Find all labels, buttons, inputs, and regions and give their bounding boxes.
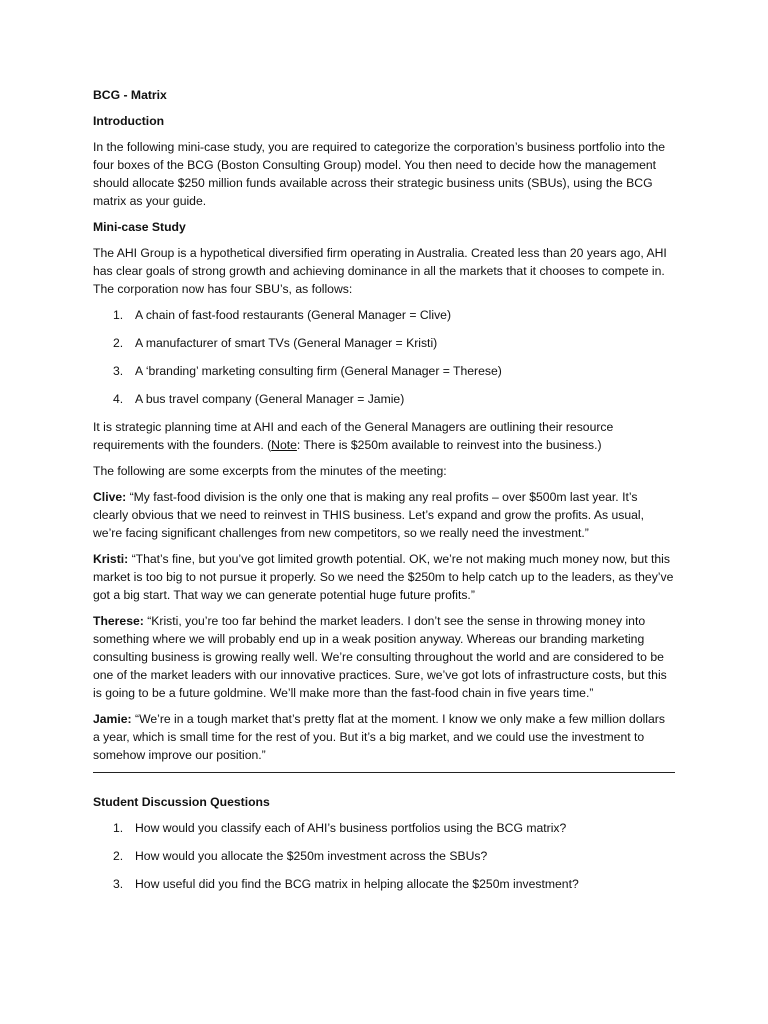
quote-text: “Kristi, you’re too far behind the market leaders. I don’t see the sense in throwing money into something where we will probably end up in a weak position anyway. Whereas our branding marketing consulting business is growing really well. We’re consulting throughout the world and are considered to be one of the market leaders with our innovative practices. Sure, we’ve got lots of infrastructure costs, but this is going to be a future goldmine. We’ll make more than the fast-food chain in five years time.” [93,614,667,700]
document-content [93,86,675,903]
quote-jamie [93,710,675,764]
planning-text: It is strategic planning time at AHI and each of the General Managers are outlining their resource requirements with the founders. ( [93,420,614,452]
list-item [93,334,675,352]
quote-text: “My fast-food division is the only one that is making any real profits – over $500m last year. It’s clearly obvious that we need to reinvest in THIS business. Let’s expand and grow the profits. As usual, we’re facing significant challenges from new competitors, so we really need the investment.” [93,490,645,540]
speaker-name: Clive: [93,490,127,504]
note-label: Note [271,438,297,452]
list-item-text: A manufacturer of smart TVs (General Manager = Kristi) [135,336,438,350]
introduction-heading: Introduction [93,114,165,128]
list-item [93,819,675,837]
speaker-name: Therese: [93,614,144,628]
mini-case-heading: Mini-case Study [93,220,186,234]
questions-list [93,819,675,893]
list-item [93,847,675,865]
list-number: 1. [113,308,124,322]
list-number: 3. [113,364,124,378]
introduction-paragraph: In the following mini-case study, you are required to categorize the corporation’s business portfolio into the four boxes of the BCG (Boston Consulting Group) model. You then need to decide how the management should allocate $250 million funds available across their strategic business units (SBUs), using the BCG matrix as your guide. [93,140,666,208]
speaker-name: Jamie: [93,712,132,726]
quote-clive [93,488,675,542]
list-item [93,362,675,380]
planning-paragraph [93,418,675,454]
excerpts-intro: The following are some excerpts from the minutes of the meeting: [93,464,447,478]
quote-kristi [93,550,675,604]
list-item-text: A ‘branding’ marketing consulting firm (General Manager = Therese) [135,364,502,378]
list-number: 1. [113,821,124,835]
list-number: 3. [113,877,124,891]
quote-therese [93,612,675,702]
list-item-text: A chain of fast-food restaurants (General Manager = Clive) [135,308,452,322]
list-item [93,306,675,324]
document-title: BCG - Matrix [93,88,167,102]
question-text: How would you allocate the $250m investment across the SBUs? [135,849,488,863]
list-item [93,875,675,893]
question-text: How would you classify each of AHI’s business portfolios using the BCG matrix? [135,821,567,835]
list-number: 4. [113,392,124,406]
list-number: 2. [113,849,124,863]
note-text: : There is $250m available to reinvest into the business.) [296,438,602,452]
mini-case-paragraph: The AHI Group is a hypothetical diversified firm operating in Australia. Created less than 20 years ago, AHI has clear goals of strong growth and achieving dominance in all the markets that it chooses to compete in. The corporation now has four SBU’s, as follows: [93,246,667,296]
speaker-name: Kristi: [93,552,129,566]
quote-text: “That’s fine, but you’ve got limited growth potential. OK, we’re not making much money now, but this market is too big to not pursue it properly. So we need the $250m to help catch up to the leaders, as they’ve got a big start. That way we can generate potential huge future profits.” [93,552,674,602]
questions-heading: Student Discussion Questions [93,795,270,809]
list-item [93,390,675,408]
sbu-list [93,306,675,408]
list-number: 2. [113,336,124,350]
quote-text: “We’re in a tough market that’s pretty flat at the moment. I know we only make a few million dollars a year, which is small time for the rest of you. But it’s a big market, and we could use the investment to somehow improve our position.” [93,712,665,762]
section-divider [93,772,675,773]
question-text: How useful did you find the BCG matrix in helping allocate the $250m investment? [135,877,579,891]
list-item-text: A bus travel company (General Manager = Jamie) [135,392,405,406]
